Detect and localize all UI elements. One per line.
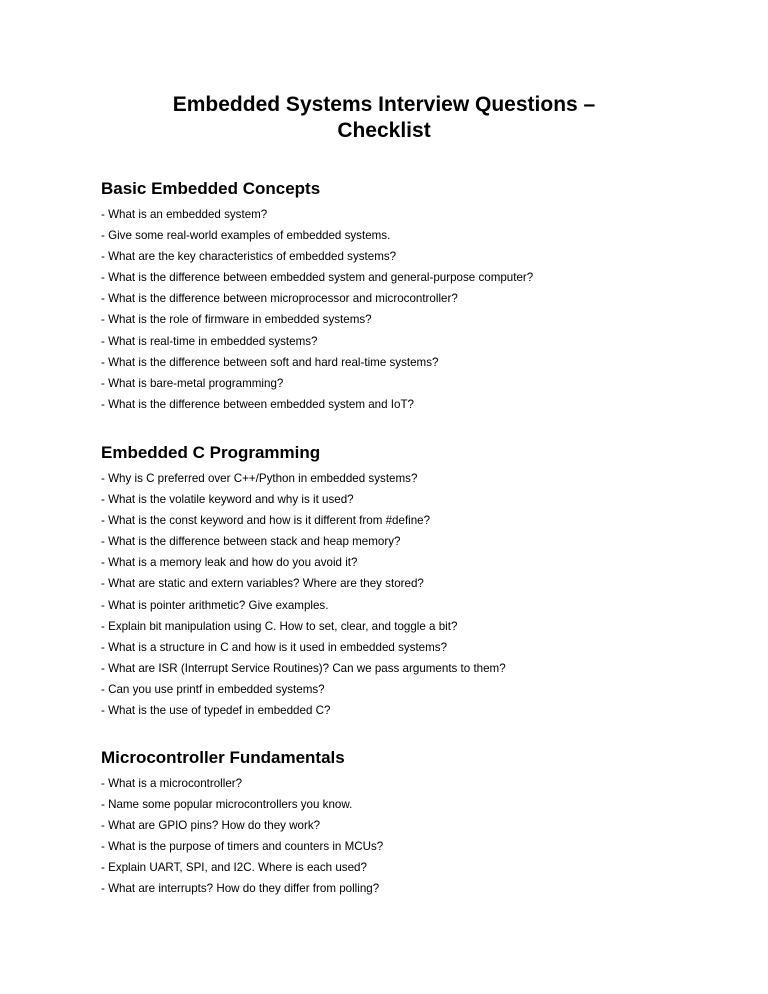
question-item: - What is the purpose of timers and counters in MCUs? (101, 840, 384, 854)
section-heading: Basic Embedded Concepts (101, 179, 321, 198)
question-item: - What is a structure in C and how is it used in embedded systems? (101, 640, 448, 654)
document-title-line-2: Checklist (337, 119, 431, 142)
question-item: - Name some popular microcontrollers you know. (101, 798, 353, 812)
question-item: - Why is C preferred over C++/Python in embedded systems? (101, 472, 418, 485)
question-item: - What are the key characteristics of embedded systems? (101, 250, 397, 264)
section-embedded-c-programming (101, 443, 721, 721)
question-list (101, 773, 721, 900)
question-item: - Explain UART, SPI, and I2C. Where is each used? (101, 861, 367, 875)
question-list (101, 204, 721, 415)
document-title (100, 92, 668, 144)
question-item: - What are ISR (Interrupt Service Routines)? Can we pass arguments to them? (101, 661, 506, 675)
question-item: - What is the difference between embedded system and IoT? (101, 397, 414, 411)
question-item: - What is bare-metal programming? (101, 376, 284, 390)
question-item: - What are interrupts? How do they differ from polling? (101, 882, 380, 896)
section-microcontroller-fundamentals (101, 748, 721, 900)
question-item: - What is the use of typedef in embedded C? (101, 704, 331, 718)
document-title-line-1: Embedded Systems Interview Questions – (172, 93, 596, 116)
question-item: - What is pointer arithmetic? Give examples. (101, 598, 329, 612)
question-item: - Can you use printf in embedded systems? (101, 682, 325, 696)
question-item: - Explain bit manipulation using C. How to set, clear, and toggle a bit? (101, 619, 458, 633)
question-item: - What is the difference between stack and heap memory? (101, 535, 401, 549)
question-item: - What is the const keyword and how is it different from #define? (101, 514, 431, 528)
question-item: - What is the role of firmware in embedded systems? (101, 313, 372, 327)
question-item: - What is the volatile keyword and why is it used? (101, 493, 354, 507)
question-item: - What is a memory leak and how do you avoid it? (101, 556, 358, 570)
question-list (101, 468, 721, 721)
question-item: - What is real-time in embedded systems? (101, 334, 318, 348)
section-heading: Microcontroller Fundamentals (101, 748, 345, 767)
question-item: - Give some real-world examples of embedded systems. (101, 229, 391, 243)
section-heading: Embedded C Programming (101, 443, 321, 462)
question-item: - What is the difference between embedded system and general-purpose computer? (101, 271, 534, 285)
question-item: - What are static and extern variables? Where are they stored? (101, 577, 424, 591)
question-item: - What is the difference between microprocessor and microcontroller? (101, 292, 458, 306)
question-item: - What is the difference between soft and hard real-time systems? (101, 355, 439, 369)
section-basic-embedded-concepts (101, 179, 721, 415)
question-item: - What are GPIO pins? How do they work? (101, 819, 321, 833)
question-item: - What is a microcontroller? (101, 777, 243, 790)
question-item: - What is an embedded system? (101, 208, 268, 221)
